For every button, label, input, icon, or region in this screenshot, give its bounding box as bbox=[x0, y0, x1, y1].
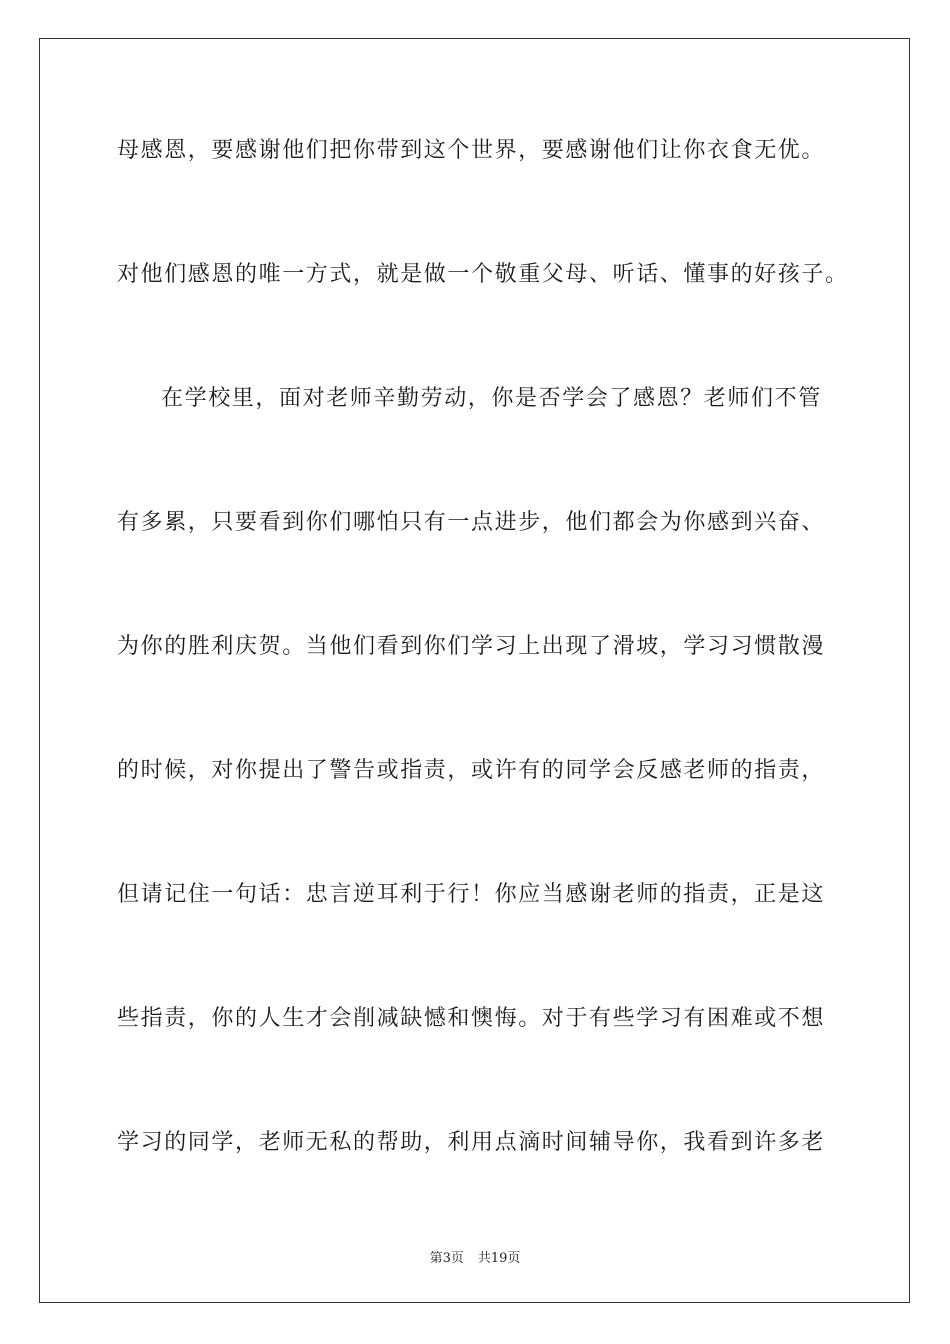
text-line-8: 些指责，你的人生才会削减缺憾和懊悔。对于有些学习有困难或不想 bbox=[117, 1006, 826, 1031]
text-line-6: 的时候，对你提出了警告或指责，或许有的同学会反感老师的指责， bbox=[117, 758, 826, 783]
text-line-4: 有多累，只要看到你们哪怕只有一点进步，他们都会为你感到兴奋、 bbox=[117, 510, 826, 535]
page-number: 第3页 bbox=[429, 1251, 464, 1266]
text-line-1: 母感恩，要感谢他们把你带到这个世界，要感谢他们让你衣食无优。 bbox=[117, 138, 826, 163]
page-total: 共19页 bbox=[477, 1251, 521, 1266]
page-border bbox=[39, 38, 910, 1303]
text-line-3: 在学校里，面对老师辛勤劳动，你是否学会了感恩？老师们不管 bbox=[161, 386, 822, 411]
page-footer bbox=[0, 1247, 950, 1266]
text-line-7: 但请记住一句话：忠言逆耳利于行！你应当感谢老师的指责，正是这 bbox=[117, 882, 826, 907]
text-line-2: 对他们感恩的唯一方式，就是做一个敬重父母、听话、懂事的好孩子。 bbox=[117, 262, 849, 287]
text-line-9: 学习的同学，老师无私的帮助，利用点滴时间辅导你，我看到许多老 bbox=[117, 1130, 826, 1155]
text-line-5: 为你的胜利庆贺。当他们看到你们学习上出现了滑坡，学习习惯散漫 bbox=[117, 634, 826, 659]
